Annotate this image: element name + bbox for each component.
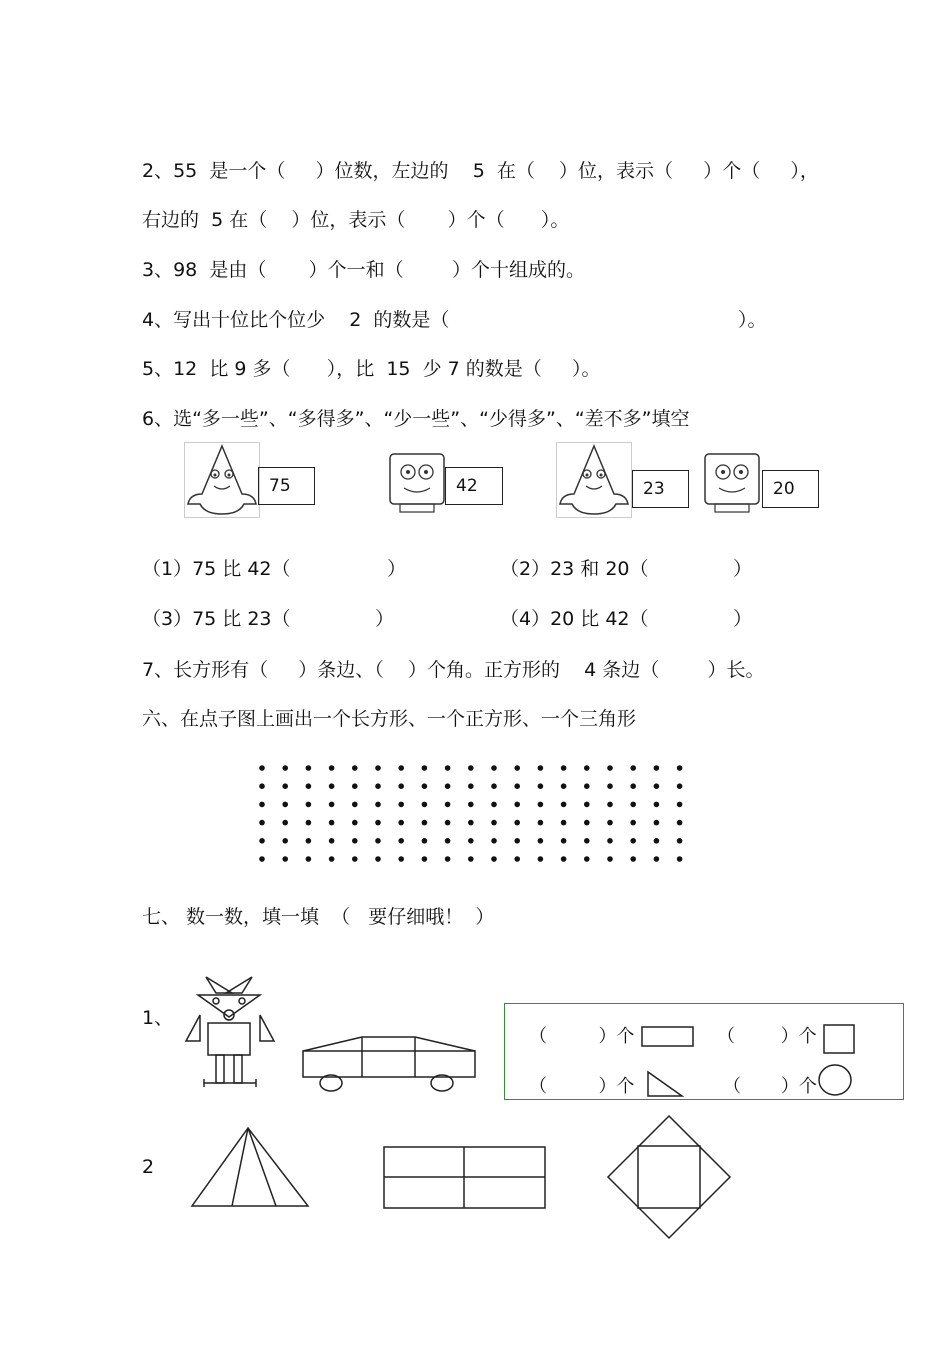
grid-dot[interactable] <box>584 765 590 771</box>
grid-dot[interactable] <box>468 856 474 862</box>
grid-dot[interactable] <box>468 838 474 844</box>
grid-dot[interactable] <box>445 838 451 844</box>
rectangle-icon <box>641 1026 695 1048</box>
starfish-picture <box>184 442 260 518</box>
grid-dot[interactable] <box>677 856 683 862</box>
grid-dot[interactable] <box>375 838 381 844</box>
starfish-picture <box>556 442 632 518</box>
grid-dot[interactable] <box>468 783 474 789</box>
section-7-title: 七、 数一数，填一填 （ 要仔细哦！ ） <box>142 906 495 928</box>
grid-dot[interactable] <box>677 783 683 789</box>
grid-dot[interactable] <box>468 802 474 808</box>
question-5: 5、12 比 9 多（ ），比 15 少 7 的数是（ ）。 <box>142 358 601 380</box>
grid-dot[interactable] <box>445 856 451 862</box>
grid-dot[interactable] <box>422 802 428 808</box>
grid-dot[interactable] <box>329 856 335 862</box>
grid-dot[interactable] <box>607 783 613 789</box>
grid-dot[interactable] <box>398 765 404 771</box>
grid-dot[interactable] <box>445 783 451 789</box>
grid-dot[interactable] <box>259 765 265 771</box>
rectangle-count-text: （ ）个 <box>529 1026 635 1047</box>
grid-dot[interactable] <box>584 838 590 844</box>
grid-dot[interactable] <box>561 765 567 771</box>
grid-dot[interactable] <box>584 783 590 789</box>
sponge-picture <box>703 452 761 516</box>
grid-dot[interactable] <box>282 856 288 862</box>
grid-dot[interactable] <box>677 838 683 844</box>
grid-dot[interactable] <box>306 856 312 862</box>
question-2-line-1: 2、55 是一个（ ）位数，左边的 5 在（ ）位，表示（ ）个（ ）， <box>142 160 819 182</box>
grid-dot[interactable] <box>607 765 613 771</box>
grid-dot[interactable] <box>422 820 428 826</box>
grid-dot[interactable] <box>607 838 613 844</box>
grid-dot[interactable] <box>259 856 265 862</box>
grid-dot[interactable] <box>375 820 381 826</box>
grid-dot[interactable] <box>352 783 358 789</box>
grid-dot[interactable] <box>468 765 474 771</box>
circle-count-text: （ ）个 <box>723 1076 818 1097</box>
grid-dot[interactable] <box>677 802 683 808</box>
grid-dot[interactable] <box>329 802 335 808</box>
grid-dot[interactable] <box>630 783 636 789</box>
grid-dot[interactable] <box>514 802 520 808</box>
grid-dot[interactable] <box>398 838 404 844</box>
grid-dot[interactable] <box>630 856 636 862</box>
grid-dot[interactable] <box>538 765 544 771</box>
number-box-75: 75 <box>258 467 315 505</box>
car-figure <box>300 1033 478 1095</box>
grid-dot[interactable] <box>352 856 358 862</box>
grid-dot[interactable] <box>259 783 265 789</box>
question-4-end: ）。 <box>738 309 767 331</box>
grid-dot[interactable] <box>375 765 381 771</box>
square-icon <box>823 1024 856 1054</box>
grid-dot[interactable] <box>584 856 590 862</box>
grid-dot[interactable] <box>352 765 358 771</box>
triangle-icon <box>646 1070 686 1098</box>
grid-dot[interactable] <box>398 802 404 808</box>
grid-dot[interactable] <box>514 783 520 789</box>
grid-dot[interactable] <box>422 856 428 862</box>
grid-dot[interactable] <box>538 820 544 826</box>
grid-dot[interactable] <box>584 820 590 826</box>
section-6-title: 六、在点子图上画出一个长方形、一个正方形、一个三角形 <box>142 708 637 730</box>
grid-dot[interactable] <box>607 802 613 808</box>
grid-dot[interactable] <box>398 856 404 862</box>
item-1-label: 1、 <box>142 1007 174 1029</box>
question-6-sub-1: （1）75 比 42（ ） <box>142 558 407 580</box>
grid-dot[interactable] <box>677 820 683 826</box>
grid-dot[interactable] <box>538 802 544 808</box>
number-box-23: 23 <box>632 470 689 508</box>
grid-dot[interactable] <box>561 802 567 808</box>
grid-dot[interactable] <box>491 802 497 808</box>
square-count-text: （ ）个 <box>717 1026 817 1047</box>
grid-dot[interactable] <box>514 838 520 844</box>
grid-rectangle-figure <box>382 1145 548 1211</box>
grid-dot[interactable] <box>445 820 451 826</box>
grid-dot[interactable] <box>352 802 358 808</box>
question-7: 7、长方形有（ ）条边、（ ）个角。正方形的 4 条边（ ）长。 <box>142 659 765 681</box>
grid-dot[interactable] <box>561 820 567 826</box>
grid-dot[interactable] <box>514 856 520 862</box>
grid-dot[interactable] <box>329 783 335 789</box>
grid-dot[interactable] <box>561 838 567 844</box>
grid-dot[interactable] <box>306 765 312 771</box>
question-6-sub-3: （3）75 比 23（ ） <box>142 608 395 630</box>
question-2-line-2: 右边的 5 在（ ）位，表示（ ）个（ ）。 <box>142 209 570 231</box>
grid-dot[interactable] <box>352 820 358 826</box>
grid-dot[interactable] <box>630 820 636 826</box>
grid-dot[interactable] <box>654 783 660 789</box>
grid-dot[interactable] <box>375 856 381 862</box>
grid-dot[interactable] <box>607 856 613 862</box>
grid-dot[interactable] <box>329 820 335 826</box>
grid-dot[interactable] <box>422 783 428 789</box>
diamond-square-figure <box>606 1114 734 1242</box>
grid-dot[interactable] <box>654 765 660 771</box>
grid-dot[interactable] <box>282 838 288 844</box>
grid-dot[interactable] <box>491 856 497 862</box>
question-4: 4、写出十位比个位少 2 的数是（ <box>142 309 450 331</box>
grid-dot[interactable] <box>375 783 381 789</box>
grid-dot[interactable] <box>329 838 335 844</box>
number-box-20: 20 <box>762 470 819 508</box>
grid-dot[interactable] <box>468 820 474 826</box>
question-6-sub-2: （2）23 和 20（ ） <box>500 558 753 580</box>
circle-icon <box>818 1064 854 1098</box>
grid-dot[interactable] <box>561 783 567 789</box>
number-box-42: 42 <box>445 467 503 505</box>
grid-dot[interactable] <box>584 802 590 808</box>
grid-dot[interactable] <box>677 765 683 771</box>
question-6-sub-4: （4）20 比 42（ ） <box>500 608 753 630</box>
grid-dot[interactable] <box>306 838 312 844</box>
grid-dot[interactable] <box>654 856 660 862</box>
grid-dot[interactable] <box>422 838 428 844</box>
grid-dot[interactable] <box>491 820 497 826</box>
grid-dot[interactable] <box>398 820 404 826</box>
triangle-count-text: （ ）个 <box>529 1076 635 1097</box>
grid-dot[interactable] <box>561 856 567 862</box>
grid-dot[interactable] <box>352 838 358 844</box>
grid-dot[interactable] <box>538 838 544 844</box>
grid-dot[interactable] <box>445 802 451 808</box>
grid-dot[interactable] <box>514 765 520 771</box>
grid-dot[interactable] <box>514 820 520 826</box>
pyramid-figure <box>190 1126 312 1208</box>
grid-dot[interactable] <box>422 765 428 771</box>
grid-dot[interactable] <box>282 820 288 826</box>
grid-dot[interactable] <box>259 802 265 808</box>
grid-dot[interactable] <box>630 765 636 771</box>
robot-figure <box>184 975 279 1090</box>
grid-dot[interactable] <box>398 783 404 789</box>
grid-dot[interactable] <box>491 838 497 844</box>
grid-dot[interactable] <box>491 783 497 789</box>
grid-dot[interactable] <box>282 802 288 808</box>
grid-dot[interactable] <box>538 783 544 789</box>
dot-grid[interactable] <box>252 760 692 865</box>
grid-dot[interactable] <box>630 838 636 844</box>
item-2-label: 2 <box>142 1156 155 1178</box>
grid-dot[interactable] <box>630 802 636 808</box>
grid-dot[interactable] <box>538 856 544 862</box>
grid-dot[interactable] <box>306 820 312 826</box>
grid-dot[interactable] <box>491 765 497 771</box>
grid-dot[interactable] <box>445 765 451 771</box>
grid-dot[interactable] <box>306 783 312 789</box>
question-6-title: 6、选“多一些”、“多得多”、“少一些”、“少得多”、“差不多”填空 <box>142 408 690 430</box>
grid-dot[interactable] <box>329 765 335 771</box>
grid-dot[interactable] <box>306 802 312 808</box>
grid-dot[interactable] <box>375 802 381 808</box>
question-3: 3、98 是由（ ）个一和（ ）个十组成的。 <box>142 259 585 281</box>
grid-dot[interactable] <box>282 765 288 771</box>
grid-dot[interactable] <box>259 838 265 844</box>
grid-dot[interactable] <box>607 820 613 826</box>
grid-dot[interactable] <box>654 802 660 808</box>
sponge-picture <box>388 452 446 516</box>
grid-dot[interactable] <box>654 820 660 826</box>
grid-dot[interactable] <box>654 838 660 844</box>
grid-dot[interactable] <box>259 820 265 826</box>
shape-count-box <box>504 1003 904 1100</box>
grid-dot[interactable] <box>282 783 288 789</box>
